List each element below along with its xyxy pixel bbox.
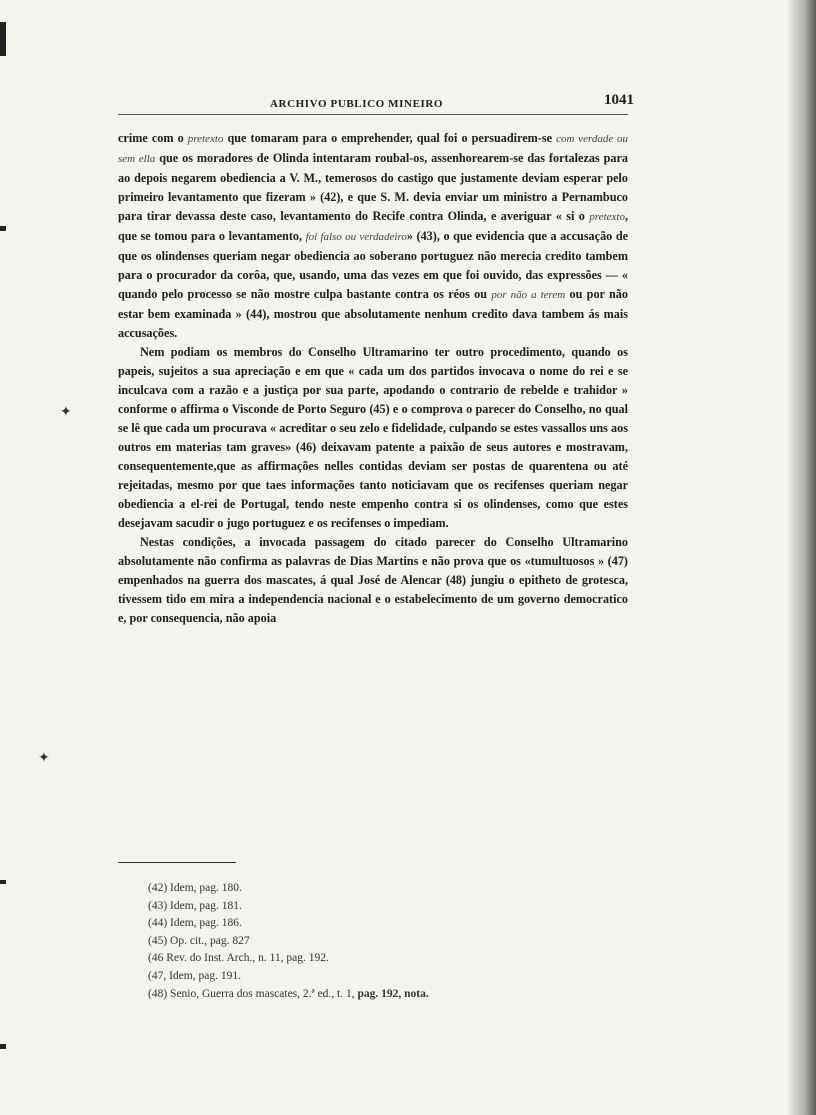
text-run: Nestas condições, a invocada passagem do citado parecer do Conselho Ultramarino absolutamente não confirma as palavras de Dias Martins e não prova que os «tumultuosos » (47) empenhados na guerra dos mascates, á qual José de Alencar (48) jungiu o epitheto de grotesca, tivessem tido em mira a independencia nacional e o estabelecimento de um governo democratico e, por consequencia, não apoia xyxy=(118,535,628,625)
footnote-number: (47, xyxy=(148,969,170,982)
footnote-text: Idem, pag. 191. xyxy=(169,969,241,982)
footnote-text: Senio, Guerra dos mascates, 2.ª ed., t. 1, xyxy=(170,987,358,1000)
footnote-bold-text: pag. 192, nota. xyxy=(357,987,429,1000)
text-run: que tomaram para o emprehender, qual foi o persuadirem-se xyxy=(223,131,557,145)
paragraph xyxy=(118,343,628,533)
page-number: 1041 xyxy=(604,92,634,108)
text-run: Nem podiam os membros do Conselho Ultramarino ter outro procedimento, quando os papeis, sujeitos a sua apreciação e em que « cada um dos partidos invocava o nome do rei e se inculcava com a razão e a justiça por sua parte, apodando o contrario de rebelde e trahidor » conforme o affirma o Visconde de Porto Seguro (45) e o comprova o parecer do Conselho, no qual se lê que cada um procurava « acreditar o seu zelo e fidelidade, culpando se estes vassallos uns aos outros em materias tam graves» (46) deixavam patente a paixão de seus autores e mostravam, consequentemente,que as affirmações nelles contidas deviam ser postas de quarentena ou até rejeitadas, mesmo por que taes informações tanto noticiavam que os recifenses queriam negar obediencia a el-rei de Portugal, tendo neste empenho contra si os olindenses, como que estes desejavam sacudir o jugo portuguez e os recifenses o impediam. xyxy=(118,345,628,530)
italic-phrase: por não a terem xyxy=(491,289,566,301)
footnote-number: (42) xyxy=(148,882,171,894)
paragraph xyxy=(118,533,628,628)
binding-mark xyxy=(0,880,6,884)
binding-mark xyxy=(0,226,6,231)
paragraph xyxy=(118,129,628,343)
italic-phrase: com verdade ou sem ella xyxy=(118,133,628,165)
footnotes xyxy=(148,880,628,1003)
footnote-number: (45) xyxy=(148,934,171,947)
footnote-number: (46 xyxy=(148,952,167,965)
text-run: ou por não estar bem examinada » (44), mostrou que absolutamente nenhum credito dava tambem ás mais accusações. xyxy=(118,287,628,340)
running-header xyxy=(118,90,634,115)
italic-phrase: pretexto xyxy=(589,211,625,223)
footnote-text: Idem, pag. 181. xyxy=(170,899,242,912)
italic-phrase: foi falso ou verdadeiro xyxy=(305,231,407,243)
footnote-item xyxy=(148,915,628,933)
binding-mark xyxy=(0,1044,6,1049)
margin-cross-mark: ✦ xyxy=(60,405,72,420)
document-page xyxy=(118,90,634,628)
footnote-text: Idem, pag. 186. xyxy=(170,917,242,930)
footnote-item xyxy=(148,898,628,916)
footnote-number: (43) xyxy=(148,899,171,912)
footnote-text: Rev. do Inst. Arch., n. 11, pag. 192. xyxy=(166,952,329,965)
footnote-text: Idem, pag. 180. xyxy=(170,882,242,894)
footnote-number: (44) xyxy=(148,917,171,930)
page-edge-shadow xyxy=(786,0,816,1115)
footnote-text: Op. cit., pag. 827 xyxy=(170,934,250,947)
footnote-item xyxy=(148,986,628,1004)
margin-cross-mark: ✦ xyxy=(38,751,50,766)
text-run: , que se tomou para o levantamento, xyxy=(118,209,628,243)
footnote-item xyxy=(148,950,628,968)
footnote-number: (48) xyxy=(148,987,171,1000)
text-run: que os moradores de Olinda intentaram roubal-os, assenhorearem-se das fortalezas para ao depois negarem obediencia a V. M., temerosos do castigo que justamente deviam esperar pelo primeiro levantamento que fizeram » (42), e que S. M. devia enviar um ministro a Pernambuco para tirar devassa deste caso, levantamento do Recife contra Olinda, e averiguar « si o xyxy=(118,151,628,223)
footnote-item xyxy=(148,933,628,951)
body-text xyxy=(118,129,628,628)
binding-mark xyxy=(0,22,6,56)
footnote-rule xyxy=(118,862,236,863)
footnote-item xyxy=(148,880,628,898)
header-title: ARCHIVO PUBLICO MINEIRO xyxy=(270,98,444,110)
footnote-item xyxy=(148,968,628,986)
text-run: » (43), o que evidencia que a accusação de que os olindenses queriam negar obediencia ao soberano portuguez não merecia credito tambem para o procurador da corôa, que, usando, uma das vezes em que foi ouvido, das expressões — « quando pelo processo se não mostre culpa bastante contra os réos ou xyxy=(118,229,629,301)
italic-phrase: pretexto xyxy=(187,133,224,145)
text-run: crime com o xyxy=(118,131,188,145)
